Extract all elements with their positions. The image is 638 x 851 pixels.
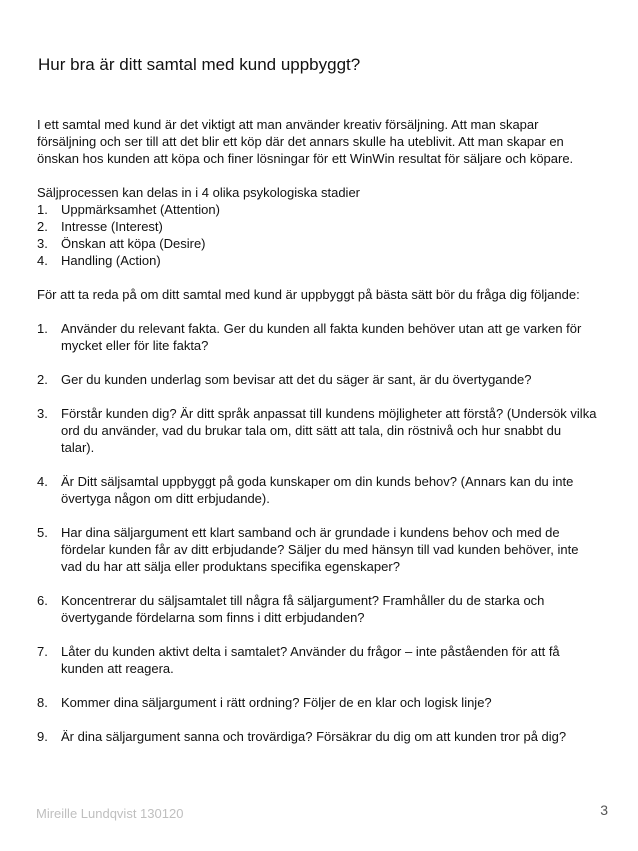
questions-list xyxy=(37,320,597,745)
stages-list xyxy=(37,201,597,269)
question-intro: För att ta reda på om ditt samtal med kund är uppbyggt på bästa sätt bör du fråga dig följande: xyxy=(37,287,580,302)
list-item: 3. Förstår kunden dig? Är ditt språk anpassat till kundens möjligheter att förstå? (Undersök vilka ord du använder, vad du brukar tala om, ditt sätt att tala, din röstnivå och hur snabbt du talar). xyxy=(37,406,597,455)
list-item: 1. Använder du relevant fakta. Ger du kunden all fakta kunden behöver utan att ge varken för mycket eller för lite fakta? xyxy=(37,321,582,353)
list-item: 5. Har dina säljargument ett klart samband och är grundade i kundens behov och med de fördelar kunden får av ditt erbjudande? Säljer du med hänsyn till vad kunden behöver, inte vad du har att sälja eller produktans specifika egenskaper? xyxy=(37,525,579,574)
list-item: 8. Kommer dina säljargument i rätt ordning? Följer de en klar och logisk linje? xyxy=(37,695,492,710)
list-item: 9. Är dina säljargument sanna och trovärdiga? Försäkrar du dig om att kunden tror på dig? xyxy=(37,729,567,744)
list-item: 4. Är Ditt säljsamtal uppbyggt på goda kunskaper om din kunds behov? (Annars kan du inte övertyga någon om ditt erbjudande). xyxy=(37,474,574,506)
page-number: 3 xyxy=(600,802,608,818)
stages-intro: Säljprocessen kan delas in i 4 olika psykologiska stadier xyxy=(37,185,361,200)
list-item: 2. Ger du kunden underlag som bevisar att det du säger är sant, är du övertygande? xyxy=(37,372,532,387)
list-item: 6. Koncentrerar du säljsamtalet till några få säljargument? Framhåller du de starka och övertygande fördelarna som finns i ditt erbjudanden? xyxy=(37,593,545,625)
list-item: 3. Önskan att köpa (Desire) xyxy=(37,236,206,251)
list-item: 2. Intresse (Interest) xyxy=(37,219,163,234)
list-item: 4. Handling (Action) xyxy=(37,253,161,268)
page-title: Hur bra är ditt samtal med kund uppbyggt? xyxy=(38,55,361,74)
list-item: 7. Låter du kunden aktivt delta i samtalet? Använder du frågor – inte påståenden för att få kunden att reagera. xyxy=(37,644,560,676)
document-body xyxy=(37,116,597,762)
footer-author: Mireille Lundqvist 130120 xyxy=(36,806,184,821)
intro-paragraph: I ett samtal med kund är det viktigt att man använder kreativ försäljning. Att man skapar försäljning och ser till att det blir ett köp där det annars skulle ha uteblivit. Att man skapar en önskan hos kunden att köpa och finer lösningar för ett WinWin resultat för säljare och köpare. xyxy=(37,117,574,166)
list-item: 1. Uppmärksamhet (Attention) xyxy=(37,202,220,217)
